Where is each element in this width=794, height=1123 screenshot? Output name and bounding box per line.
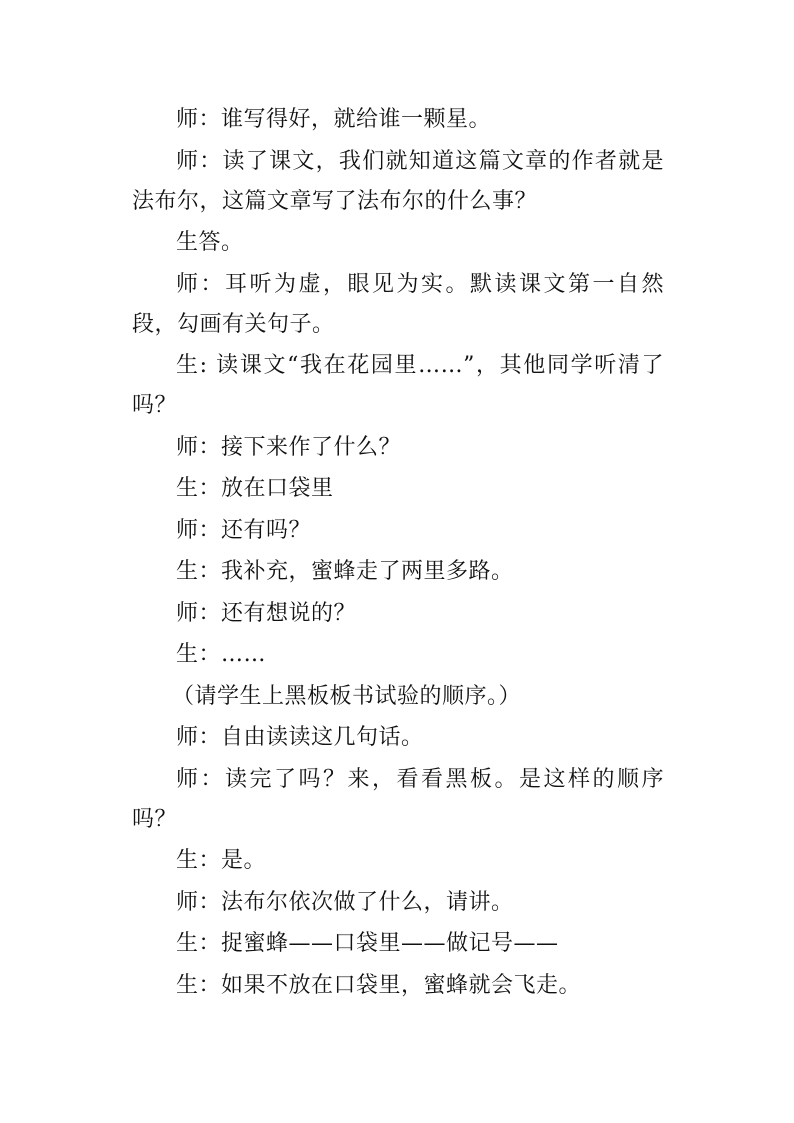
document-body [132, 100, 664, 1007]
paragraph: 师：还有吗？ [176, 517, 312, 543]
paragraph: 生答。 [176, 230, 244, 255]
paragraph: 生：如果不放在口袋里，蜜蜂就会飞走。 [176, 972, 582, 998]
paragraph: 师：耳听为虚，眼见为实。默读课文第一自然段，勾画有关句子。 [132, 271, 664, 337]
paragraph: 师：还有想说的？ [176, 600, 357, 626]
paragraph: 师：谁写得好，就给谁一颗星。 [176, 107, 492, 132]
paragraph: 师：读了课文，我们就知道这篇文章的作者就是法布尔，这篇文章写了法布尔的什么事？ [132, 148, 664, 214]
paragraph: 师：法布尔依次做了什么，请讲。 [176, 889, 514, 915]
paragraph: 生：捉蜜蜂——口袋里——做记号—— [176, 931, 559, 956]
paragraph: 生：我补充，蜜蜂走了两里多路。 [176, 559, 514, 584]
paragraph: 师：自由读读这几句话。 [176, 725, 424, 750]
paragraph: 生: 读课文“我在花园里……”，其他同学听清了吗？ [132, 353, 664, 418]
paragraph: 师：读完了吗？来，看看黑板。是这样的顺序吗？ [132, 766, 664, 832]
paragraph: 生：放在口袋里 [176, 476, 334, 501]
paragraph-stage-direction: （请学生上黑板板书试验的顺序。） [172, 683, 522, 709]
paragraph: 师：接下来作了什么？ [176, 434, 402, 460]
paragraph: 生：…… [176, 642, 267, 667]
paragraph: 生：是。 [176, 848, 267, 873]
